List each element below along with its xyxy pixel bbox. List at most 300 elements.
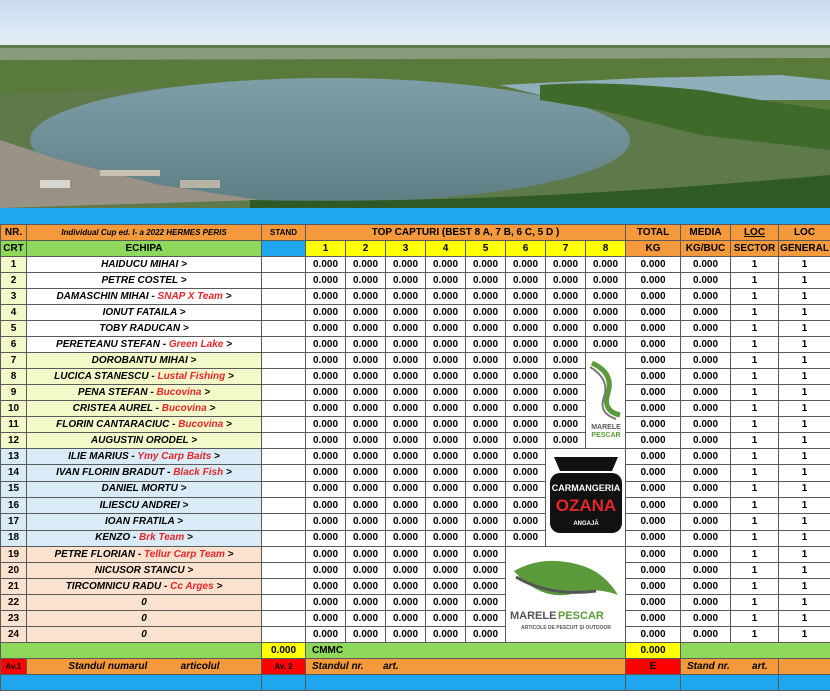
catch-cell[interactable]: 0.000 (306, 289, 346, 305)
catch-cell[interactable]: 0.000 (426, 401, 466, 417)
row-number: 8 (1, 369, 27, 385)
catch-cell[interactable]: 0.000 (426, 465, 466, 481)
catch-cell[interactable]: 0.000 (306, 465, 346, 481)
catch-cell[interactable]: 0.000 (346, 289, 386, 305)
total-cell: 0.000 (626, 481, 681, 497)
stand-cell[interactable] (262, 579, 306, 595)
catch-cell[interactable]: 0.000 (546, 289, 586, 305)
catch-cell[interactable]: 0.000 (466, 257, 506, 273)
catch-cell[interactable]: 0.000 (426, 289, 466, 305)
catch-cell[interactable]: 0.000 (306, 273, 346, 289)
catch-cell[interactable]: 0.000 (466, 563, 506, 579)
catch-cell[interactable]: 0.000 (546, 273, 586, 289)
competitor-name (27, 627, 262, 643)
stand-cell[interactable] (262, 369, 306, 385)
catch-cell[interactable]: 0.000 (466, 385, 506, 401)
catch-cell[interactable]: 0.000 (506, 401, 546, 417)
stand-cell[interactable] (262, 353, 306, 369)
catch-cell[interactable]: 0.000 (386, 449, 426, 465)
media-cell: 0.000 (681, 481, 731, 497)
catch-cell[interactable]: 0.000 (426, 547, 466, 563)
catch-cell[interactable]: 0.000 (346, 497, 386, 513)
competitor-name-text: HAIDUCU MIHAI (101, 258, 179, 270)
catch-col-7: 7 (546, 241, 586, 257)
summary-row (1, 643, 830, 659)
stand-cell[interactable] (262, 273, 306, 289)
catch-cell[interactable]: 0.000 (466, 449, 506, 465)
team-name: Bucovina (161, 402, 207, 414)
table-row (1, 257, 830, 273)
catch-cell[interactable]: 0.000 (546, 433, 586, 449)
row-number: 24 (1, 627, 27, 643)
loc-general-header: LOC (779, 225, 830, 241)
catch-cell[interactable]: 0.000 (466, 273, 506, 289)
catch-cell[interactable]: 0.000 (466, 401, 506, 417)
stand-cell[interactable] (262, 547, 306, 563)
summary-spacer (1, 643, 262, 659)
svg-text:ANGAJĂ: ANGAJĂ (573, 521, 599, 527)
stand-cell[interactable] (262, 401, 306, 417)
catch-cell[interactable]: 0.000 (306, 530, 346, 546)
catch-cell[interactable]: 0.000 (306, 497, 346, 513)
stand-cell[interactable] (262, 433, 306, 449)
stand-cell[interactable] (262, 305, 306, 321)
loc-sector-cell: 1 (731, 369, 779, 385)
catch-cell[interactable]: 0.000 (506, 273, 546, 289)
table-row (1, 465, 830, 481)
competitor-name: IOAN FRATILA > (27, 514, 262, 530)
catch-cell[interactable]: 0.000 (506, 481, 546, 497)
stand-cell[interactable] (262, 514, 306, 530)
catch-cell[interactable]: 0.000 (426, 579, 466, 595)
row-number: 7 (1, 353, 27, 369)
stand-subheader (262, 241, 306, 257)
catch-cell[interactable]: 0.000 (346, 579, 386, 595)
catch-cell[interactable]: 0.000 (386, 433, 426, 449)
stand-cell[interactable] (262, 449, 306, 465)
catch-cell[interactable]: 0.000 (346, 353, 386, 369)
catch-cell[interactable]: 0.000 (466, 289, 506, 305)
catch-cell[interactable]: 0.000 (306, 305, 346, 321)
competitor-name: NICUSOR STANCU > (27, 563, 262, 579)
table-row (1, 273, 830, 289)
catch-cell[interactable]: 0.000 (306, 401, 346, 417)
total-cell: 0.000 (626, 611, 681, 627)
catch-cell[interactable]: 0.000 (426, 497, 466, 513)
catch-cell[interactable]: 0.000 (426, 433, 466, 449)
catch-cell[interactable]: 0.000 (466, 627, 506, 643)
row-number: 19 (1, 547, 27, 563)
catch-cell[interactable]: 0.000 (386, 481, 426, 497)
row-number: 16 (1, 497, 27, 513)
catch-cell[interactable]: 0.000 (506, 257, 546, 273)
loc-general-cell: 1 (779, 337, 830, 353)
catch-cell[interactable]: 0.000 (426, 305, 466, 321)
loc-sector-cell: 1 (731, 353, 779, 369)
catch-cell[interactable]: 0.000 (346, 257, 386, 273)
table-row (1, 449, 830, 465)
row-number: 14 (1, 465, 27, 481)
catch-cell[interactable]: 0.000 (386, 611, 426, 627)
catch-cell[interactable]: 0.000 (466, 465, 506, 481)
catch-cell[interactable]: 0.000 (306, 369, 346, 385)
competitor-name-text: ILIESCU ANDREI (99, 499, 180, 511)
catch-cell[interactable]: 0.000 (426, 257, 466, 273)
total-cell: 0.000 (626, 579, 681, 595)
media-cell: 0.000 (681, 497, 731, 513)
catch-cell[interactable]: 0.000 (306, 579, 346, 595)
catch-cell[interactable]: 0.000 (586, 337, 626, 353)
catch-cell[interactable]: 0.000 (346, 611, 386, 627)
catch-cell[interactable]: 0.000 (386, 369, 426, 385)
catch-cell[interactable]: 0.000 (386, 514, 426, 530)
media-cell: 0.000 (681, 401, 731, 417)
total-cell: 0.000 (626, 497, 681, 513)
catch-cell[interactable]: 0.000 (346, 547, 386, 563)
loc-general-cell: 1 (779, 530, 830, 546)
competitor-name-text: 0 (141, 612, 147, 624)
catch-cell[interactable]: 0.000 (346, 273, 386, 289)
catch-cell[interactable]: 0.000 (466, 579, 506, 595)
media-cell: 0.000 (681, 579, 731, 595)
summary-total: 0.000 (626, 643, 681, 659)
catch-cell[interactable]: 0.000 (426, 627, 466, 643)
standul-numarul-label: Standul numarul (68, 660, 148, 672)
total-cell: 0.000 (626, 321, 681, 337)
catch-cell[interactable]: 0.000 (346, 449, 386, 465)
loc-sector-cell: 1 (731, 579, 779, 595)
catch-cell[interactable]: 0.000 (386, 547, 426, 563)
competitor-name: PETRE FLORIAN - Tellur Carp Team > (27, 547, 262, 563)
table-row (1, 547, 830, 563)
stand-cell[interactable] (262, 321, 306, 337)
catch-cell[interactable]: 0.000 (346, 563, 386, 579)
catch-cell[interactable]: 0.000 (346, 321, 386, 337)
competitor-name-text: IONUT FATAILA (102, 306, 177, 318)
stand-cell[interactable] (262, 530, 306, 546)
marelepescar-small-logo (586, 353, 626, 449)
catch-cell[interactable]: 0.000 (386, 385, 426, 401)
summary-end (681, 643, 830, 659)
catch-cell[interactable]: 0.000 (426, 353, 466, 369)
competitor-name: FLORIN CANTARACIUC - Bucovina > (27, 417, 262, 433)
catch-cell[interactable]: 0.000 (346, 465, 386, 481)
total-cell: 0.000 (626, 353, 681, 369)
catch-cell[interactable]: 0.000 (386, 595, 426, 611)
media-cell: 0.000 (681, 547, 731, 563)
team-name: Bucovina (156, 386, 202, 398)
row-number: 20 (1, 563, 27, 579)
catch-cell[interactable]: 0.000 (426, 595, 466, 611)
footer-blue-5 (681, 675, 779, 691)
catch-cell[interactable]: 0.000 (506, 433, 546, 449)
catch-cell[interactable]: 0.000 (546, 369, 586, 385)
catch-cell[interactable]: 0.000 (426, 385, 466, 401)
catch-cell[interactable]: 0.000 (426, 449, 466, 465)
catch-cell[interactable]: 0.000 (386, 579, 426, 595)
competitor-name: CRISTEA AUREL - Bucovina > (27, 401, 262, 417)
catch-cell[interactable]: 0.000 (466, 595, 506, 611)
catch-cell[interactable]: 0.000 (386, 497, 426, 513)
catch-cell[interactable]: 0.000 (466, 305, 506, 321)
echipa-header: ECHIPA (27, 241, 262, 257)
catch-cell[interactable]: 0.000 (506, 497, 546, 513)
catch-cell[interactable]: 0.000 (306, 433, 346, 449)
catch-cell[interactable]: 0.000 (306, 449, 346, 465)
catch-cell[interactable]: 0.000 (306, 385, 346, 401)
catch-cell[interactable]: 0.000 (506, 514, 546, 530)
stand-cell[interactable] (262, 337, 306, 353)
catch-cell[interactable]: 0.000 (346, 514, 386, 530)
catch-cell[interactable]: 0.000 (546, 401, 586, 417)
catch-cell[interactable]: 0.000 (546, 353, 586, 369)
catch-cell[interactable]: 0.000 (426, 321, 466, 337)
catch-cell[interactable]: 0.000 (546, 417, 586, 433)
loc-general-cell: 1 (779, 417, 830, 433)
total-cell: 0.000 (626, 385, 681, 401)
catch-cell[interactable]: 0.000 (466, 369, 506, 385)
svg-text:ARTICOLE DE PESCUIT ȘI OUTDOOR: ARTICOLE DE PESCUIT ȘI OUTDOOR (520, 625, 612, 631)
catch-cell[interactable]: 0.000 (346, 385, 386, 401)
catch-cell[interactable]: 0.000 (586, 305, 626, 321)
catch-cell[interactable]: 0.000 (386, 563, 426, 579)
catch-cell[interactable]: 0.000 (306, 595, 346, 611)
catch-cell[interactable]: 0.000 (386, 401, 426, 417)
team-name: Ymy Carp Baits (137, 450, 212, 462)
competitor-name: IONUT FATAILA > (27, 305, 262, 321)
catch-cell[interactable]: 0.000 (466, 417, 506, 433)
catch-cell[interactable]: 0.000 (386, 530, 426, 546)
loc-general-cell: 1 (779, 627, 830, 643)
total-cell: 0.000 (626, 563, 681, 579)
e-label: E (626, 659, 681, 675)
catch-cell[interactable]: 0.000 (346, 401, 386, 417)
stand-cell[interactable] (262, 465, 306, 481)
catch-cell[interactable]: 0.000 (506, 321, 546, 337)
stand-cell[interactable] (262, 563, 306, 579)
team-name: Green Lake (168, 338, 224, 350)
footer-row (1, 659, 830, 675)
av2-label: Av. 2 (262, 659, 306, 675)
catch-cell[interactable]: 0.000 (306, 563, 346, 579)
catch-cell[interactable]: 0.000 (306, 257, 346, 273)
total-cell: 0.000 (626, 547, 681, 563)
catch-cell[interactable]: 0.000 (346, 417, 386, 433)
catch-cell[interactable]: 0.000 (386, 465, 426, 481)
catch-cell[interactable]: 0.000 (346, 481, 386, 497)
catch-cell[interactable]: 0.000 (346, 627, 386, 643)
catch-cell[interactable]: 0.000 (306, 337, 346, 353)
catch-cell[interactable]: 0.000 (506, 465, 546, 481)
catch-cell[interactable]: 0.000 (506, 417, 546, 433)
catch-cell[interactable]: 0.000 (426, 369, 466, 385)
competitor-name: PETRE COSTEL > (27, 273, 262, 289)
row-number: 11 (1, 417, 27, 433)
total-cell: 0.000 (626, 465, 681, 481)
stand-cell[interactable] (262, 257, 306, 273)
catch-cell[interactable]: 0.000 (346, 595, 386, 611)
competitor-name-text: FLORIN CANTARACIUC (56, 418, 170, 430)
catch-cell[interactable]: 0.000 (506, 385, 546, 401)
kg-buc-header: KG/BUC (681, 241, 731, 257)
media-cell: 0.000 (681, 257, 731, 273)
catch-col-8: 8 (586, 241, 626, 257)
loc-sector-cell: 1 (731, 433, 779, 449)
table-row (1, 433, 830, 449)
catch-cell[interactable]: 0.000 (466, 547, 506, 563)
catch-cell[interactable]: 0.000 (466, 514, 506, 530)
catch-cell[interactable]: 0.000 (306, 481, 346, 497)
catch-cell[interactable]: 0.000 (506, 289, 546, 305)
results-table (0, 224, 830, 691)
catch-col-2: 2 (346, 241, 386, 257)
art2-label: art. (752, 660, 768, 672)
stand-cell[interactable] (262, 385, 306, 401)
catch-cell[interactable]: 0.000 (546, 257, 586, 273)
catch-cell[interactable]: 0.000 (466, 433, 506, 449)
catch-cell[interactable]: 0.000 (426, 337, 466, 353)
catch-cell[interactable]: 0.000 (506, 449, 546, 465)
loc-general-cell: 1 (779, 449, 830, 465)
media-cell: 0.000 (681, 321, 731, 337)
catch-cell[interactable]: 0.000 (506, 369, 546, 385)
footer-blue-3 (306, 675, 626, 691)
catch-cell[interactable]: 0.000 (426, 481, 466, 497)
total-cell: 0.000 (626, 417, 681, 433)
catch-cell[interactable]: 0.000 (306, 627, 346, 643)
sector-header: SECTOR (731, 241, 779, 257)
catch-cell[interactable]: 0.000 (346, 337, 386, 353)
competitor-name-text: IVAN FLORIN BRADUT (56, 466, 165, 478)
media-cell: 0.000 (681, 530, 731, 546)
top-capturi-header: TOP CAPTURI (BEST 8 A, 7 B, 6 C, 5 D ) (306, 225, 626, 241)
catch-cell[interactable]: 0.000 (306, 547, 346, 563)
row-number: 1 (1, 257, 27, 273)
competitor-name: PENA STEFAN - Bucovina > (27, 385, 262, 401)
catch-cell[interactable]: 0.000 (506, 305, 546, 321)
catch-cell[interactable]: 0.000 (386, 417, 426, 433)
table-row (1, 595, 830, 611)
catch-cell[interactable]: 0.000 (426, 514, 466, 530)
loc-general-cell: 1 (779, 563, 830, 579)
catch-cell[interactable]: 0.000 (466, 481, 506, 497)
competitor-name-text: DOROBANTU MIHAI (91, 354, 188, 366)
catch-cell[interactable]: 0.000 (586, 273, 626, 289)
catch-cell[interactable]: 0.000 (386, 257, 426, 273)
art-label: art. (383, 660, 399, 672)
catch-cell[interactable]: 0.000 (346, 305, 386, 321)
stand-cell[interactable] (262, 417, 306, 433)
total-cell: 0.000 (626, 530, 681, 546)
media-cell: 0.000 (681, 305, 731, 321)
competitor-name-text: PETRE COSTEL (101, 274, 178, 286)
catch-cell[interactable]: 0.000 (466, 611, 506, 627)
loc-general-cell: 1 (779, 433, 830, 449)
loc-general-cell: 1 (779, 401, 830, 417)
catch-cell[interactable]: 0.000 (306, 611, 346, 627)
catch-cell[interactable]: 0.000 (386, 337, 426, 353)
catch-cell[interactable]: 0.000 (546, 305, 586, 321)
catch-cell[interactable]: 0.000 (386, 321, 426, 337)
catch-cell[interactable]: 0.000 (466, 321, 506, 337)
total-cell: 0.000 (626, 627, 681, 643)
catch-cell[interactable]: 0.000 (586, 289, 626, 305)
catch-cell[interactable]: 0.000 (546, 385, 586, 401)
catch-cell[interactable]: 0.000 (426, 530, 466, 546)
catch-cell[interactable]: 0.000 (466, 497, 506, 513)
stand-cell[interactable] (262, 595, 306, 611)
total-cell: 0.000 (626, 257, 681, 273)
loc-general-cell: 1 (779, 514, 830, 530)
catch-cell[interactable]: 0.000 (426, 563, 466, 579)
loc-general-cell: 1 (779, 353, 830, 369)
competitor-name-text: PETRE FLORIAN (54, 548, 136, 560)
catch-cell[interactable]: 0.000 (466, 353, 506, 369)
catch-cell[interactable]: 0.000 (546, 337, 586, 353)
media-cell: 0.000 (681, 627, 731, 643)
row-number: 17 (1, 514, 27, 530)
catch-col-4: 4 (426, 241, 466, 257)
row-number: 18 (1, 530, 27, 546)
competitor-name (27, 611, 262, 627)
catch-cell[interactable]: 0.000 (386, 627, 426, 643)
footer-blue-1 (1, 675, 262, 691)
stand-cell[interactable] (262, 497, 306, 513)
catch-cell[interactable]: 0.000 (306, 417, 346, 433)
catch-cell[interactable]: 0.000 (586, 257, 626, 273)
stand-nr-label: Stand nr. (687, 660, 730, 672)
catch-cell[interactable]: 0.000 (346, 433, 386, 449)
catch-cell[interactable]: 0.000 (426, 611, 466, 627)
catch-cell[interactable]: 0.000 (386, 273, 426, 289)
stand-cell[interactable] (262, 611, 306, 627)
stand-cell[interactable] (262, 481, 306, 497)
catch-cell[interactable]: 0.000 (586, 321, 626, 337)
team-name: Brk Team (139, 532, 185, 544)
catch-cell[interactable]: 0.000 (506, 353, 546, 369)
total-cell: 0.000 (626, 289, 681, 305)
catch-cell[interactable]: 0.000 (306, 353, 346, 369)
loc-sector-cell: 1 (731, 465, 779, 481)
stand-cell[interactable] (262, 289, 306, 305)
stand-cell[interactable] (262, 627, 306, 643)
catch-cell[interactable]: 0.000 (466, 530, 506, 546)
stand-total: 0.000 (262, 643, 306, 659)
catch-cell[interactable]: 0.000 (386, 289, 426, 305)
media-cell: 0.000 (681, 337, 731, 353)
catch-cell[interactable]: 0.000 (306, 321, 346, 337)
loc-sector-header: LOC (731, 225, 779, 241)
catch-cell[interactable]: 0.000 (426, 417, 466, 433)
catch-cell[interactable]: 0.000 (306, 514, 346, 530)
catch-cell[interactable]: 0.000 (346, 530, 386, 546)
loc-sector-cell: 1 (731, 547, 779, 563)
catch-cell[interactable]: 0.000 (466, 337, 506, 353)
team-name: Cc Arges (170, 580, 214, 592)
catch-cell[interactable]: 0.000 (506, 530, 546, 546)
catch-cell[interactable]: 0.000 (546, 321, 586, 337)
media-cell: 0.000 (681, 369, 731, 385)
catch-cell[interactable]: 0.000 (346, 369, 386, 385)
catch-cell[interactable]: 0.000 (506, 337, 546, 353)
team-name: Black Fish (173, 466, 224, 478)
catch-cell[interactable]: 0.000 (426, 273, 466, 289)
catch-cell[interactable]: 0.000 (386, 353, 426, 369)
svg-text:OZANA: OZANA (555, 496, 617, 515)
svg-text:MARELE: MARELE (510, 610, 557, 622)
footer-blue-6 (779, 675, 830, 691)
catch-cell[interactable]: 0.000 (386, 305, 426, 321)
